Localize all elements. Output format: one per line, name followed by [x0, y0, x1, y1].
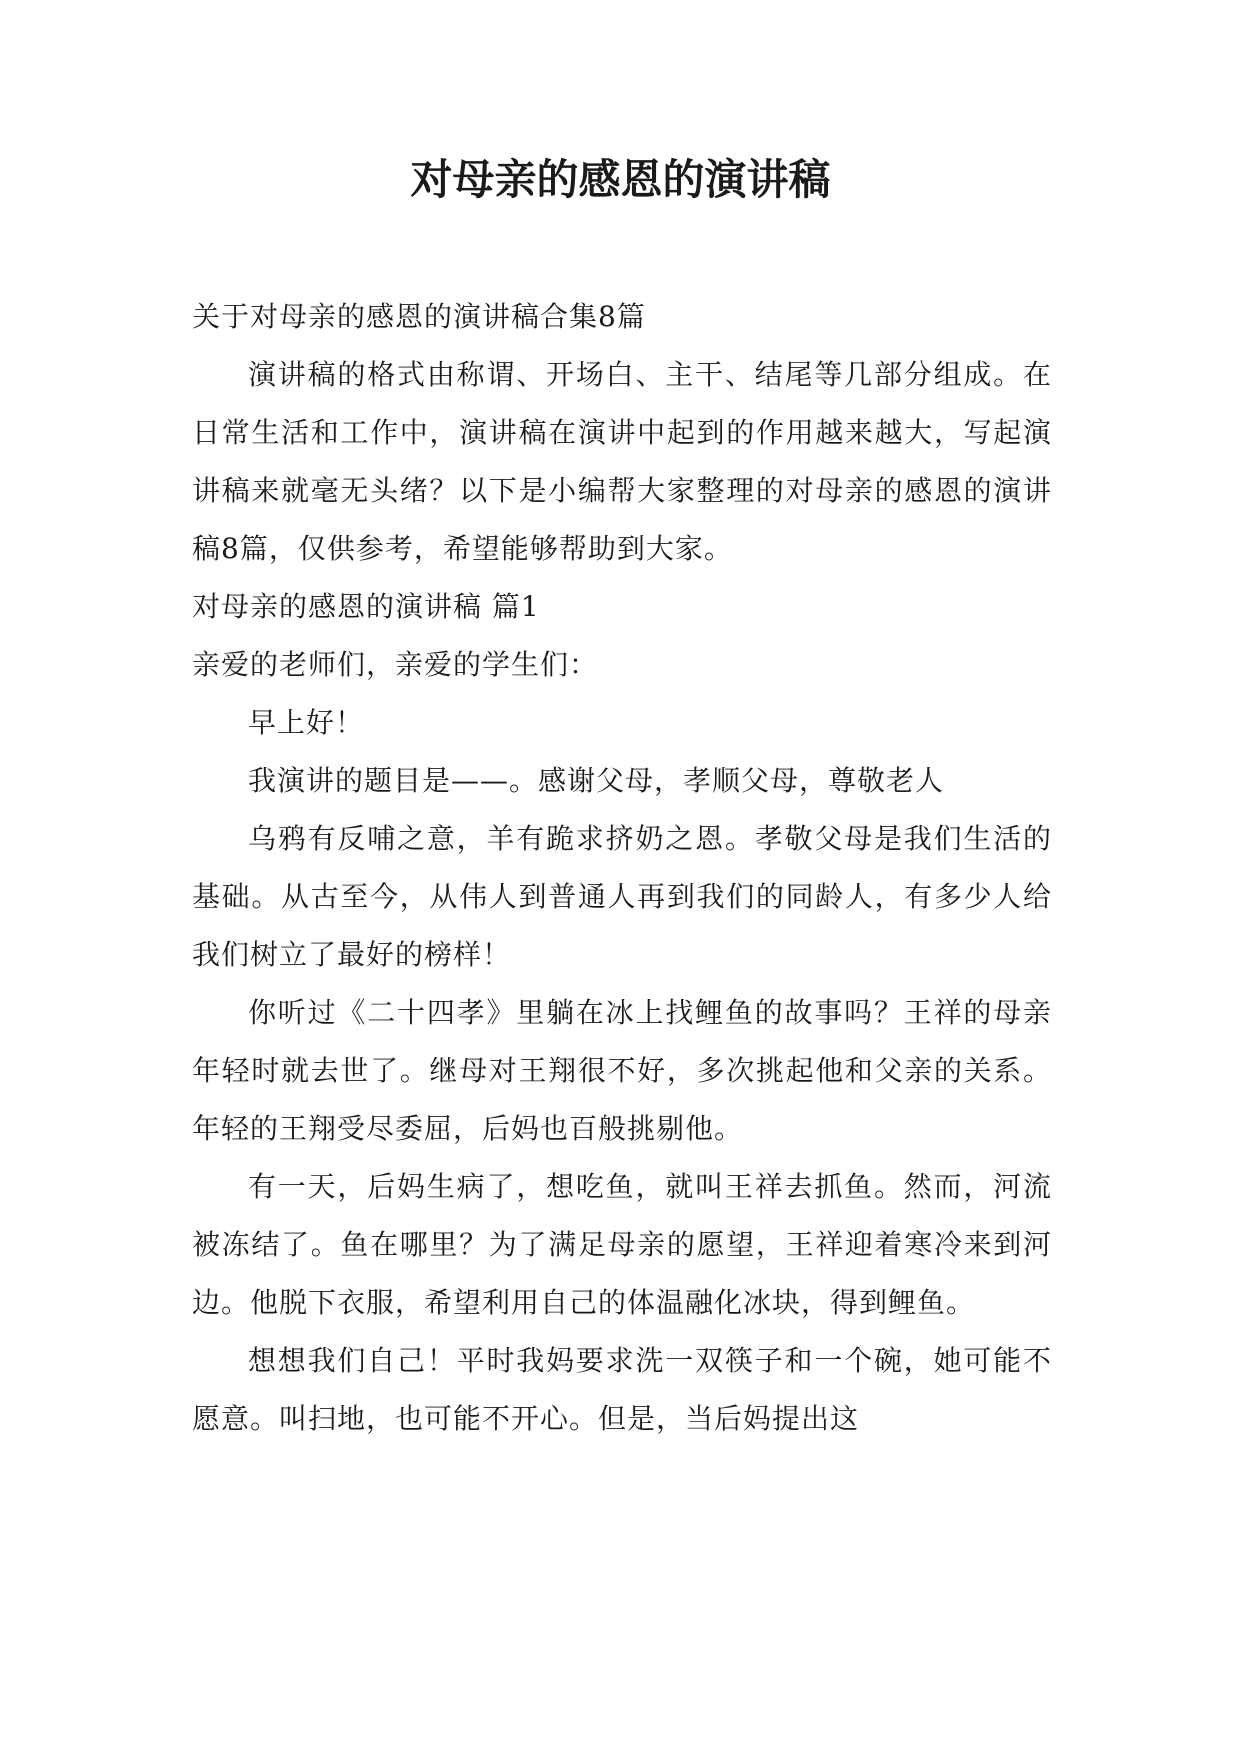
section-heading: 对母亲的感恩的演讲稿 篇1: [192, 590, 540, 623]
paragraph: 早上好！: [248, 706, 365, 739]
paragraph: 乌鸦有反哺之意，羊有跪求挤奶之恩。孝敬父母是我们生活的基础。从古至今，从伟人到普通人再到我们的同龄人，有多少人给我们树立了最好的榜样！: [192, 822, 1052, 971]
salutation: 亲爱的老师们，亲爱的学生们：: [192, 648, 599, 681]
paragraph: 演讲稿的格式由称谓、开场白、主干、结尾等几部分组成。在日常生活和工作中，演讲稿在演讲中起到的作用越来越大，写起演讲稿来就毫无头绪？以下是小编帮大家整理的对母亲的感恩的演讲稿8篇，仅供参考，希望能够帮助到大家。: [192, 358, 1052, 565]
paragraph: 我演讲的题目是——。感谢父母，孝顺父母，尊敬老人: [248, 764, 945, 797]
paragraph: 你听过《二十四孝》里躺在冰上找鲤鱼的故事吗？王祥的母亲年轻时就去世了。继母对王翔很不好，多次挑起他和父亲的关系。年轻的王翔受尽委屈，后妈也百般挑剔他。: [192, 996, 1052, 1145]
paragraph: 关于对母亲的感恩的演讲稿合集8篇: [192, 300, 646, 333]
paragraph: 有一天，后妈生病了，想吃鱼，就叫王祥去抓鱼。然而，河流被冻结了。鱼在哪里？为了满足母亲的愿望，王祥迎着寒冷来到河边。他脱下衣服，希望利用自己的体温融化冰块，得到鲤鱼。: [192, 1170, 1052, 1319]
document-title: 对母亲的感恩的演讲稿: [410, 155, 831, 204]
document-body: [192, 288, 1052, 1448]
paragraph: 想想我们自己！平时我妈要求洗一双筷子和一个碗，她可能不愿意。叫扫地，也可能不开心。但是，当后妈提出这: [192, 1344, 1052, 1435]
